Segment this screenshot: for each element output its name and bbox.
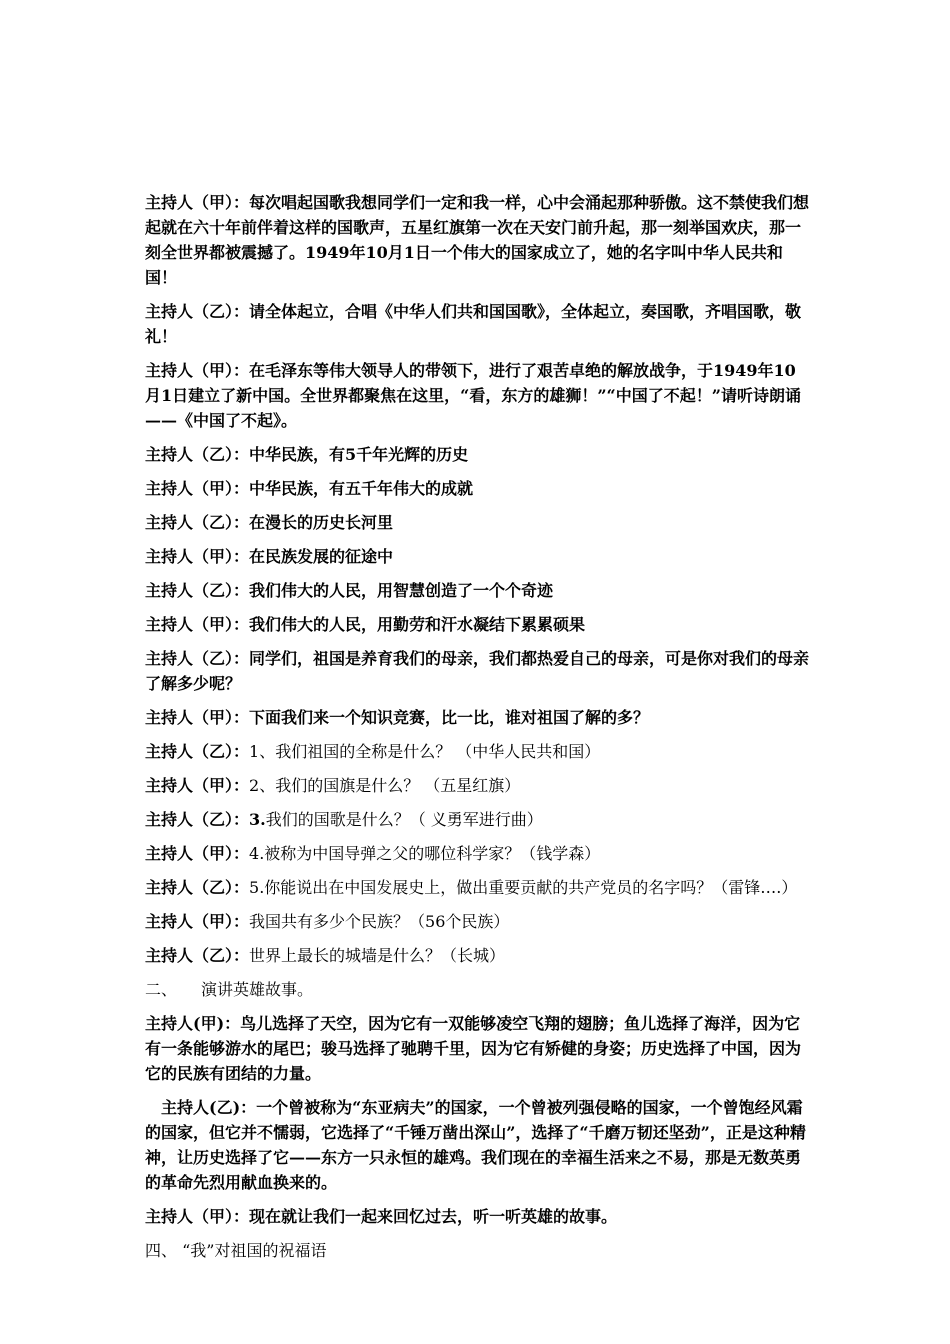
quiz-question: 我们的国歌是什么？（ 义勇军进行曲）	[265, 810, 543, 829]
quiz-item-5	[145, 875, 810, 900]
quiz-question: 4.被称为中国导弹之父的哪位科学家？（钱学森）	[249, 844, 601, 863]
speaker-label: 主持人（甲）：	[145, 1207, 250, 1226]
quiz-item-7	[145, 943, 810, 968]
section-heading-4: 四、 “我”对祖国的祝福语	[145, 1241, 327, 1260]
paragraph-text: 在毛泽东等伟大领导人的带领下，进行了艰苦卓绝的解放战争，于1949年10月1日建立了新中国。全世界都聚焦在这里，“看，东方的雄狮！”“中国了不起！”请听诗朗诵——《中国了不起》。	[145, 361, 801, 430]
paragraph-8	[145, 578, 810, 603]
document-body	[145, 190, 810, 1272]
quiz-question: 5.你能说出在中国发展史上，做出重要贡献的共产党员的名字吗？（雷锋….）	[249, 878, 798, 897]
story-paragraph-2	[145, 1095, 810, 1195]
paragraph-text: 请全体起立，合唱《中华人们共和国国歌》，全体起立，奏国歌，齐唱国歌，敬礼！	[145, 302, 802, 346]
quiz-question: 1、我们祖国的全称是什么？ （中华人民共和国）	[249, 742, 601, 761]
speaker-label: 主持人（甲）：	[145, 615, 250, 634]
quiz-item-4	[145, 841, 810, 866]
quiz-item-2	[145, 773, 810, 798]
story-paragraph-1	[145, 1011, 810, 1086]
paragraph-text: 中华民族，有5千年光辉的历史	[249, 445, 469, 464]
paragraph-text: 现在就让我们一起来回忆过去，听一听英雄的故事。	[249, 1207, 618, 1226]
paragraph-1	[145, 190, 810, 290]
speaker-label: 主持人（乙）：	[145, 810, 250, 829]
paragraph-text: 在漫长的历史长河里	[249, 513, 394, 532]
speaker-label: 主持人（乙）：	[145, 302, 250, 321]
quiz-item-3	[145, 807, 810, 832]
speaker-label: 主持人（甲）：	[145, 361, 250, 380]
speaker-label: 主持人（乙）：	[145, 513, 250, 532]
paragraph-9	[145, 612, 810, 637]
quiz-number: 3.	[249, 810, 266, 829]
speaker-label: 主持人（甲）：	[145, 547, 250, 566]
speaker-label: 主持人（乙）：	[145, 946, 250, 965]
paragraph-text: 中华民族，有五千年伟大的成就	[249, 479, 474, 498]
speaker-label: 主持人（乙）：	[145, 649, 250, 668]
speaker-label: 主持人(乙)：	[161, 1098, 257, 1117]
paragraph-text: 我们伟大的人民，用勤劳和汗水凝结下累累硕果	[249, 615, 586, 634]
paragraph-text: 下面我们来一个知识竞赛，比一比，谁对祖国了解的多？	[249, 708, 650, 727]
paragraph-11	[145, 705, 810, 730]
speaker-label: 主持人（乙）：	[145, 742, 250, 761]
paragraph-3	[145, 358, 810, 433]
speaker-label: 主持人（乙）：	[145, 445, 250, 464]
paragraph-4	[145, 442, 810, 467]
paragraph-text: 我们伟大的人民，用智慧创造了一个个奇迹	[249, 581, 554, 600]
quiz-question: 2、我们的国旗是什么？ （五星红旗）	[249, 776, 521, 795]
quiz-item-1	[145, 739, 810, 764]
speaker-label: 主持人（乙）：	[145, 581, 250, 600]
speaker-label: 主持人（甲）：	[145, 912, 250, 931]
paragraph-text: 鸟儿选择了天空，因为它有一双能够凌空飞翔的翅膀；鱼儿选择了海洋，因为它有一条能够游水的尾巴；骏马选择了驰聘千里，因为它有矫健的身姿；历史选择了中国，因为它的民族有团结的力量。	[145, 1014, 802, 1083]
paragraph-text: 一个曾被称为“东亚病夫”的国家，一个曾被列强侵略的国家，一个曾饱经风霜的国家，但它并不懦弱，它选择了“千锤万凿出深山”，选择了“千磨万韧还坚劲”，正是这种精神，让历史选择了它——东方一只永恒的雄鸡。我们现在的幸福生活来之不易，那是无数英勇的革命先烈用献血换来的。	[145, 1098, 806, 1192]
quiz-item-6	[145, 909, 810, 934]
speaker-label: 主持人（甲）：	[145, 776, 250, 795]
section-heading-2: 二、 演讲英雄故事。	[145, 980, 314, 999]
paragraph-10	[145, 646, 810, 696]
paragraph-2	[145, 299, 810, 349]
story-paragraph-3	[145, 1204, 810, 1229]
paragraph-text: 在民族发展的征途中	[249, 547, 394, 566]
speaker-label: 主持人（甲）：	[145, 708, 250, 727]
paragraph-text: 每次唱起国歌我想同学们一定和我一样，心中会涌起那种骄傲。这不禁使我们想起就在六十年前伴着这样的国歌声，五星红旗第一次在天安门前升起，那一刻举国欢庆，那一刻全世界都被震撼了。1949年10月1日一个伟大的国家成立了，她的名字叫中华人民共和国！	[145, 193, 810, 287]
paragraph-6	[145, 510, 810, 535]
speaker-label: 主持人（甲）：	[145, 193, 250, 212]
paragraph-text: 同学们，祖国是养育我们的母亲，我们都热爱自己的母亲，可是你对我们的母亲了解多少呢？	[145, 649, 810, 693]
speaker-label: 主持人（甲）：	[145, 479, 250, 498]
quiz-question: 世界上最长的城墙是什么？（长城）	[249, 946, 506, 965]
speaker-label: 主持人（乙）：	[145, 878, 250, 897]
speaker-label: 主持人（甲）：	[145, 844, 250, 863]
paragraph-5	[145, 476, 810, 501]
paragraph-7	[145, 544, 810, 569]
speaker-label: 主持人(甲)：	[145, 1014, 241, 1033]
quiz-question: 我国共有多少个民族？（56个民族）	[249, 912, 510, 931]
